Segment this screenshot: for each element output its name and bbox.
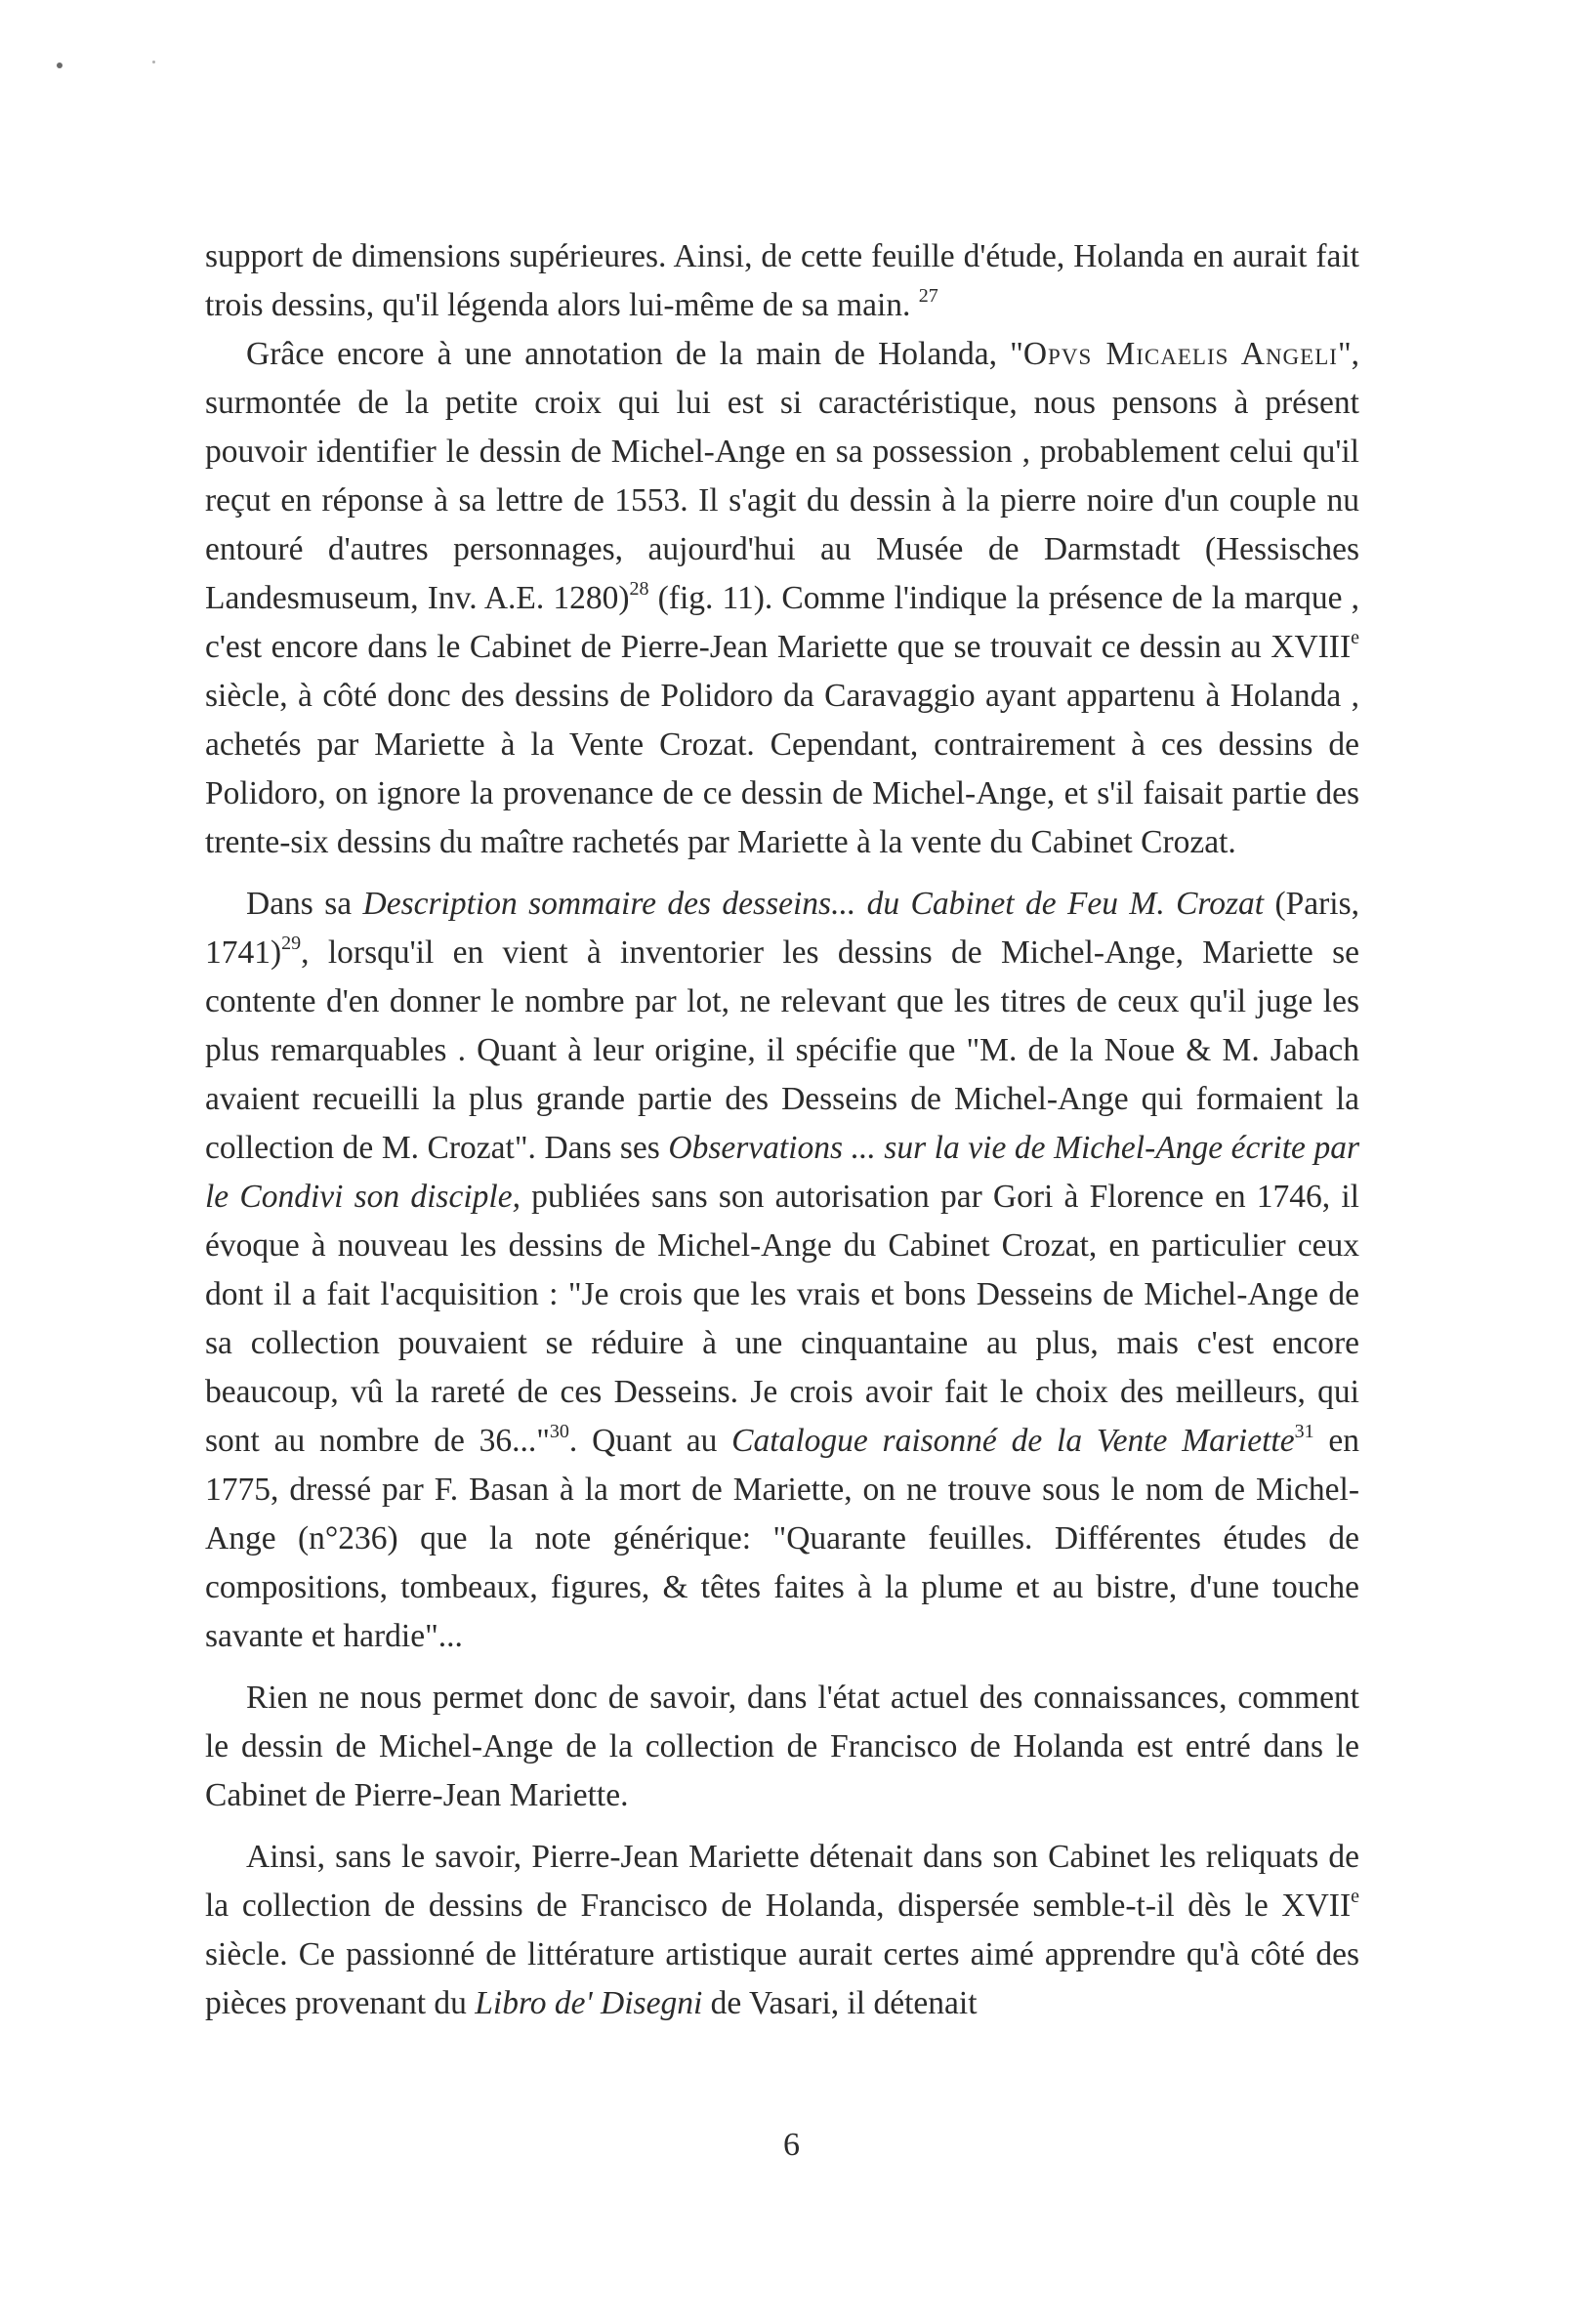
text-run: siècle, à côté donc des dessins de Polidoro da Caravaggio ayant appartenu à Holanda , achetés par Mariette à la Vente Crozat. Cependant, contrairement à ces dessins de Polidoro, on ignore la provenance de ce dessin de Michel-Ange, et s'il faisait partie des trente-six dessins du maître rachetés par Mariette à la vente du Cabinet Crozat.: [205, 678, 1359, 860]
text-run: ", surmontée de la petite croix qui lui est si caractéristique, nous pensons à présent pouvoir identifier le dessin de Michel-Ange en sa possession , probablement celui qu'il reçut en réponse à sa lettre de 1553. Il s'agit du dessin à la pierre noire d'un couple nu entouré d'autres personnages, aujourd'hui au Musée de Darmstadt (Hessisches Landesmuseum, Inv. A.E. 1280): [205, 336, 1359, 616]
paragraph: [205, 330, 1359, 867]
text-run: de Vasari, il détenait: [702, 1985, 978, 2021]
italic-title: Catalogue raisonné de la Vente Mariette: [731, 1423, 1295, 1459]
body-text: [205, 232, 1359, 2028]
scan-speck: [57, 62, 62, 68]
text-run: Rien ne nous permet donc de savoir, dans l'état actuel des connaissances, comment le dessin de Michel-Ange de la collection de Francisco de Holanda est entré dans le Cabinet de Pierre-Jean Mariette.: [205, 1680, 1359, 1813]
text-run: Ainsi, sans le savoir, Pierre-Jean Mariette détenait dans son Cabinet les reliquats de la collection de dessins de Francisco de Holanda, dispersée semble-t-il dès le XVII: [205, 1839, 1359, 1924]
footnote-marker: e: [1351, 627, 1359, 648]
footnote-marker: 30: [549, 1421, 569, 1442]
italic-title: Observations ... sur la vie de Michel-Ange écrite par le Condivi son disciple,: [205, 1130, 1359, 1215]
text-run: , lorsqu'il en vient à inventorier les dessins de Michel-Ange, Mariette se contente d'en donner le nombre par lot, ne relevant que les titres de ceux qu'il juge les plus remarquables . Quant à leur origine, il spécifie que "M. de la Noue & M. Jabach avaient recueilli la plus grande partie des Desseins de Michel-Ange qui formaient la collection de M. Crozat". Dans ses: [205, 934, 1359, 1166]
footnote-marker: 28: [629, 578, 649, 600]
text-run: Grâce encore à une annotation de la main de Holanda, ": [246, 336, 1023, 372]
italic-title: Libro de' Disegni: [475, 1985, 703, 2021]
paragraph: [205, 880, 1359, 1661]
text-run: en 1775, dressé par F. Basan à la mort de Mariette, on ne trouve sous le nom de Michel-Ange (n°236) que la note générique: "Quarante feuilles. Différentes études de compositions, tombeaux, figures, & têtes faites à la plume et au bistre, d'une touche savante et hardie"...: [205, 1423, 1359, 1654]
small-caps-inscription: Opvs Micaelis Angeli: [1022, 336, 1338, 372]
footnote-marker: 31: [1294, 1421, 1314, 1442]
scan-speck: [152, 61, 155, 63]
text-run: siècle. Ce passionné de littérature artistique aurait certes aimé apprendre qu'à côté des pièces provenant du: [205, 1936, 1359, 2021]
page-number: 6: [783, 2127, 800, 2163]
text-run: publiées sans son autorisation par Gori à Florence en 1746, il évoque à nouveau les dessins de Michel-Ange du Cabinet Crozat, en particulier ceux dont il a fait l'acquisition : "Je crois que les vrais et bons Desseins de Michel-Ange de sa collection pouvaient se réduire à une cinquantaine au plus, mais c'est encore beaucoup, vû la rareté de ces Desseins. Je crois avoir fait le choix des meilleurs, qui sont au nombre de 36...": [205, 1179, 1359, 1459]
text-run: (Paris, 1741): [205, 886, 1359, 971]
paragraph: [205, 1674, 1359, 1820]
footnote-marker: e: [1351, 1886, 1359, 1907]
footnote-marker: 27: [918, 285, 938, 307]
text-run: Dans sa: [246, 886, 363, 922]
italic-title: Description sommaire des desseins... du Cabinet de Feu M. Crozat: [362, 886, 1265, 922]
footnote-marker: 29: [281, 933, 302, 954]
paragraph: [205, 232, 1359, 330]
text-run: (fig. 11). Comme l'indique la présence de la marque , c'est encore dans le Cabinet de Pierre-Jean Mariette que se trouvait ce dessin au XVIII: [205, 580, 1360, 665]
paragraph: [205, 1833, 1359, 2028]
text-run: . Quant au: [568, 1423, 732, 1459]
text-run: support de dimensions supérieures. Ainsi, de cette feuille d'étude, Holanda en aurait fait trois dessins, qu'il légenda alors lui-même de sa main.: [205, 238, 1359, 323]
